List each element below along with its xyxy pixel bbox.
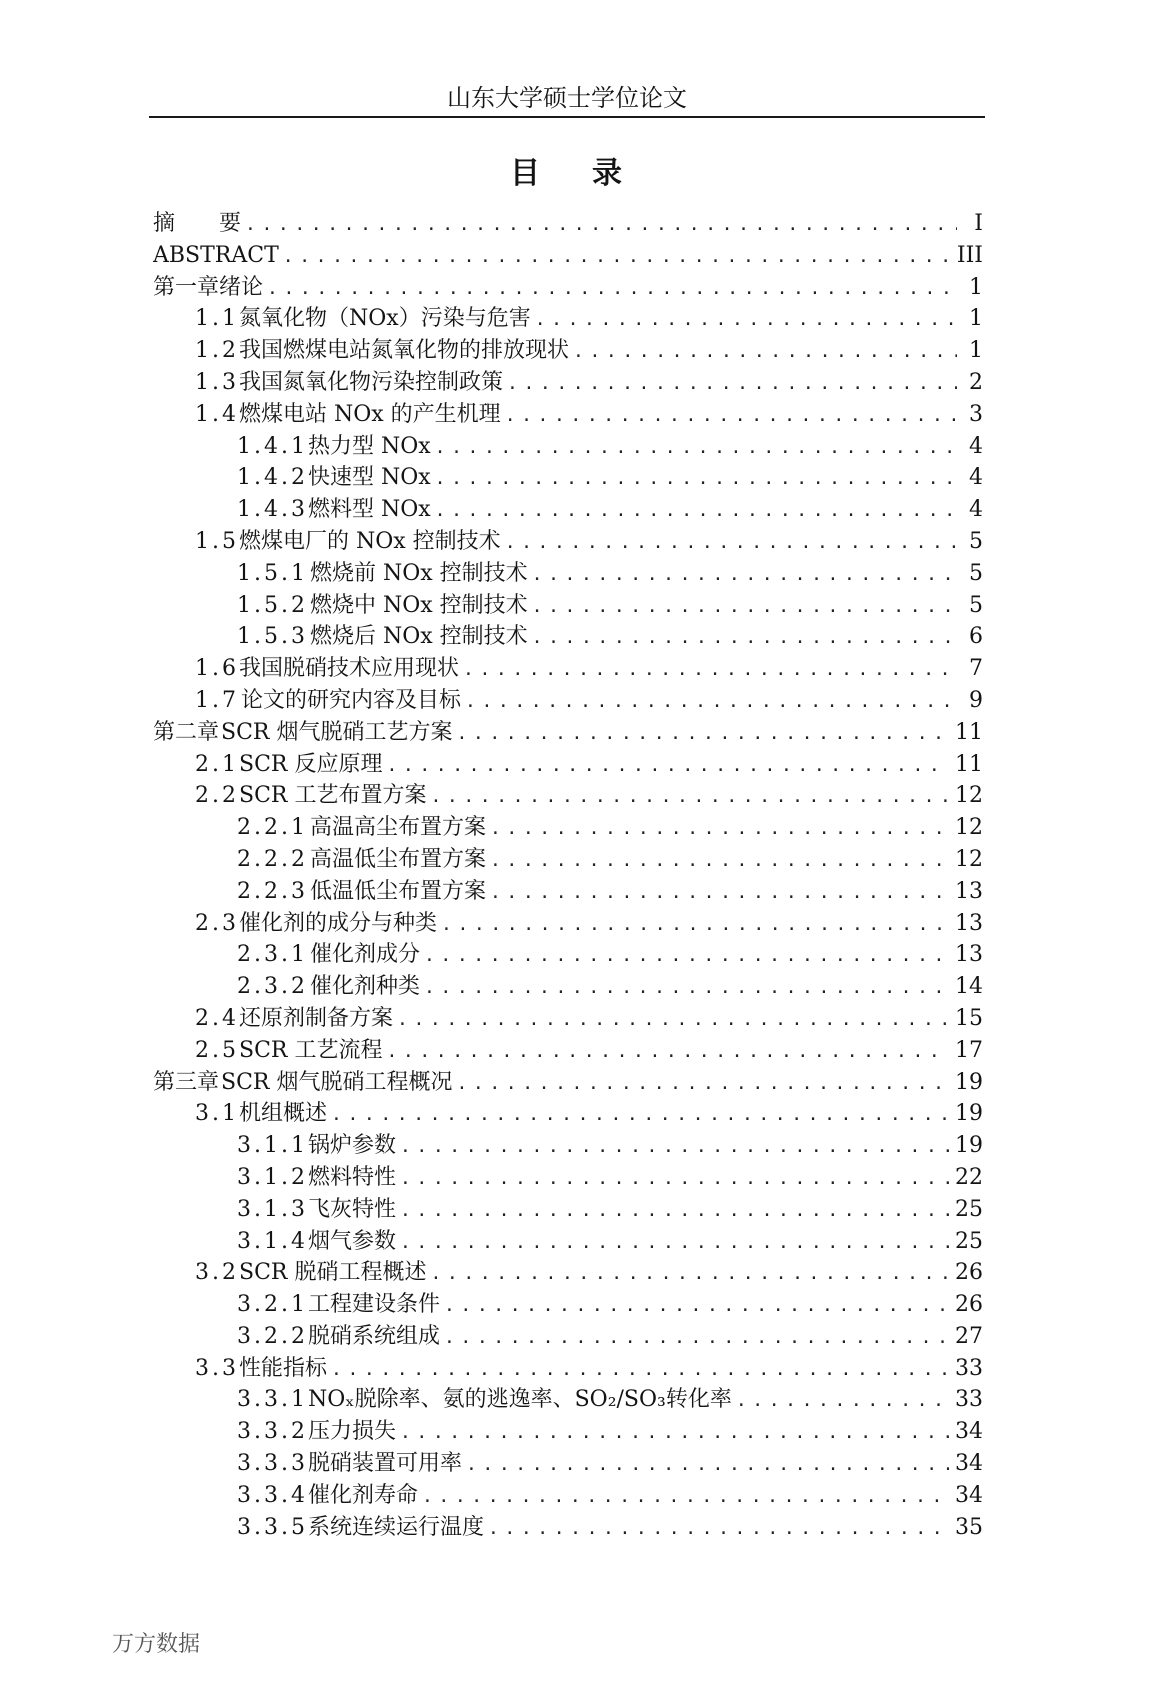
toc-entry-page: 5 [969, 528, 983, 554]
toc-entry-title: 高温高尘布置方案 [309, 815, 486, 841]
toc-entry-title: 性能指标 [239, 1355, 328, 1381]
toc-entry [153, 1257, 983, 1289]
toc-entry-title: ABSTRACT [153, 242, 279, 268]
toc-entry-page: I [974, 211, 983, 236]
toc-entry-page: 14 [955, 974, 983, 1000]
toc-entry-number: 2.3 [195, 910, 239, 936]
toc-entry [153, 558, 983, 590]
toc-entry-title: 燃煤电站 NOx 的产生机理 [239, 401, 501, 427]
toc-entry-number: 3.1.1 [237, 1133, 308, 1159]
dot-leader [444, 1290, 949, 1321]
toc-entry-number: 3.1 [195, 1101, 239, 1127]
toc-entry-title: 系统连续运行温度 [307, 1514, 484, 1540]
toc-entry-number: 3.3.1 [237, 1387, 308, 1413]
footer-watermark: 万方数据 [112, 1632, 201, 1657]
toc-entry-page: 25 [955, 1196, 983, 1222]
toc-entry [153, 876, 983, 908]
toc-entry-number: 2.1 [195, 751, 239, 777]
toc-heading [149, 154, 985, 194]
toc-entry-number: 2.5 [195, 1037, 239, 1063]
toc-entry-number: 第一章 [153, 274, 220, 300]
toc-entry-number: 3.2.2 [237, 1323, 308, 1349]
toc-entry [153, 208, 983, 240]
toc-entry-number: 3.3 [195, 1355, 239, 1381]
toc-entry-number: 1.6 [195, 656, 239, 682]
toc-entry-page: 34 [955, 1419, 983, 1445]
dot-leader [573, 336, 957, 367]
toc-entry [153, 621, 983, 653]
toc-entry-page: 26 [955, 1292, 983, 1318]
toc-entry [153, 240, 983, 272]
toc-entry-page: 13 [955, 942, 983, 968]
toc-entry [153, 1194, 983, 1226]
toc-entry-page: 35 [955, 1514, 983, 1540]
toc-entry-title: 催化剂种类 [309, 974, 420, 1000]
toc-entry-title: 热力型 NOx [307, 433, 431, 459]
toc-heading-left: 目 [510, 156, 542, 191]
toc-entry-page: III [956, 242, 983, 268]
dot-leader [507, 368, 957, 399]
toc-entry [153, 399, 983, 431]
toc-entry-page: 22 [955, 1164, 983, 1190]
toc-entry [153, 971, 983, 1003]
toc-entry [153, 303, 983, 335]
toc-entry-title: 燃料特性 [307, 1164, 396, 1190]
dot-leader [386, 750, 949, 781]
toc-entry-page: 19 [955, 1133, 983, 1159]
toc-entry-title: 论文的研究内容及目标 [241, 687, 462, 713]
toc-entry [153, 1480, 983, 1512]
toc-entry-number: 1.7 [195, 687, 239, 713]
toc-entry-page: 11 [955, 751, 983, 777]
toc-entry-number: 1.4.1 [237, 433, 308, 459]
toc-entry-page: 26 [955, 1260, 983, 1286]
toc-entry-number: 1.3 [195, 369, 239, 395]
toc-entry [153, 653, 983, 685]
toc-entry-number: 2.3.1 [237, 942, 308, 968]
dot-leader [435, 463, 957, 494]
toc-entry-number: 1.1 [195, 306, 239, 332]
toc-entry-title: 燃烧前 NOx 控制技术 [309, 560, 528, 586]
toc-list [153, 208, 983, 1543]
toc-entry-title: 高温低尘布置方案 [309, 846, 486, 872]
toc-entry-page: 27 [955, 1323, 983, 1349]
toc-entry-number: 1.5.2 [237, 592, 308, 618]
toc-entry-page: 5 [969, 592, 983, 618]
dot-leader [245, 209, 957, 240]
toc-entry-number: 1.4 [195, 401, 239, 427]
toc-entry-number: 3.1.2 [237, 1164, 308, 1190]
dot-leader [465, 686, 957, 717]
dot-leader [331, 1354, 949, 1385]
dot-leader [386, 1036, 949, 1067]
toc-entry-number: 3.3.2 [237, 1419, 308, 1445]
toc-entry [153, 749, 983, 781]
dot-leader [400, 1227, 949, 1258]
toc-entry-number: 3.2 [195, 1260, 239, 1286]
toc-entry [153, 1035, 983, 1067]
dot-leader [490, 813, 949, 844]
toc-entry [153, 1098, 983, 1130]
running-header-title: 山东大学硕士学位论文 [447, 84, 687, 112]
dot-leader [283, 241, 951, 272]
dot-leader [424, 940, 949, 971]
toc-entry-title: 脱硝系统组成 [307, 1323, 440, 1349]
toc-entry-number: 1.4.3 [237, 497, 308, 523]
dot-leader [400, 1131, 949, 1162]
toc-entry [153, 717, 983, 749]
toc-entry-title: 锅炉参数 [307, 1133, 396, 1159]
toc-entry-number: 3.3.4 [237, 1482, 308, 1508]
toc-entry [153, 335, 983, 367]
toc-entry-title: 我国氮氧化物污染控制政策 [239, 369, 504, 395]
toc-entry [153, 939, 983, 971]
dot-leader [505, 400, 957, 431]
dot-leader [463, 654, 957, 685]
toc-entry [153, 494, 983, 526]
toc-entry-title: 飞灰特性 [307, 1196, 396, 1222]
toc-entry-page: 13 [955, 910, 983, 936]
toc-entry [153, 844, 983, 876]
toc-entry [153, 272, 983, 304]
dot-leader [456, 1068, 949, 1099]
toc-entry [153, 685, 983, 717]
toc-entry-number: 3.3.3 [237, 1451, 308, 1477]
toc-entry-number: 第三章 [153, 1069, 220, 1095]
toc-entry-number: 2.4 [195, 1005, 239, 1031]
toc-entry-page: 3 [969, 401, 983, 427]
toc-entry-number: 3.1.3 [237, 1196, 308, 1222]
toc-entry-number: 2.2.3 [237, 878, 308, 904]
toc-entry-title: 工程建设条件 [307, 1292, 440, 1318]
dot-leader [331, 1099, 949, 1130]
toc-entry-number: 3.1.4 [237, 1228, 308, 1254]
toc-entry-number: 3.3.5 [237, 1514, 308, 1540]
toc-entry [153, 1512, 983, 1544]
dot-leader [424, 972, 949, 1003]
toc-entry [153, 1384, 983, 1416]
toc-entry-page: 34 [955, 1451, 983, 1477]
toc-entry [153, 590, 983, 622]
toc-entry-page: 12 [955, 815, 983, 841]
dot-leader [267, 273, 957, 304]
toc-entry [153, 812, 983, 844]
toc-entry-title: 机组概述 [239, 1101, 328, 1127]
toc-entry [153, 1067, 983, 1099]
toc-entry-number: 1.5 [195, 528, 239, 554]
toc-entry [153, 462, 983, 494]
toc-entry [153, 526, 983, 558]
toc-entry-number: 2.3.2 [237, 974, 308, 1000]
toc-entry-page: 1 [969, 274, 983, 300]
toc-entry-title: SCR 反应原理 [239, 751, 383, 777]
toc-entry [153, 1130, 983, 1162]
dot-leader [532, 559, 957, 590]
toc-entry-title: 压力损失 [307, 1419, 396, 1445]
toc-entry-page: 9 [969, 687, 983, 713]
dot-leader [430, 1258, 949, 1289]
dot-leader [736, 1385, 949, 1416]
toc-entry-title: 还原剂制备方案 [239, 1005, 394, 1031]
toc-entry-title: SCR 脱硝工程概述 [239, 1260, 427, 1286]
toc-heading-right: 录 [592, 156, 624, 191]
toc-entry-page: 19 [955, 1069, 983, 1095]
toc-entry-page: 12 [955, 846, 983, 872]
toc-entry-title: 绪论 [219, 274, 264, 300]
toc-entry [153, 1416, 983, 1448]
toc-entry-number: 1.4.2 [237, 465, 308, 491]
toc-entry-page: 11 [955, 719, 983, 745]
toc-entry [153, 1353, 983, 1385]
toc-entry-title: 燃烧中 NOx 控制技术 [309, 592, 528, 618]
toc-entry-title: 催化剂的成分与种类 [239, 910, 438, 936]
toc-entry-title: 低温低尘布置方案 [309, 878, 486, 904]
dot-leader [400, 1195, 949, 1226]
toc-entry [153, 1226, 983, 1258]
toc-entry-number: 3.2.1 [237, 1292, 308, 1318]
toc-entry-title: 我国燃煤电站氮氧化物的排放现状 [239, 338, 570, 364]
toc-entry-number: 2.2.2 [237, 846, 308, 872]
toc-entry-page: 17 [955, 1037, 983, 1063]
toc-entry-title: 燃烧后 NOx 控制技术 [309, 624, 528, 650]
toc-entry-title: 我国脱硝技术应用现状 [239, 656, 460, 682]
toc-entry-title: 燃料型 NOx [307, 497, 431, 523]
toc-entry-page: 4 [969, 465, 983, 491]
toc-entry-number: 第二章 [153, 719, 220, 745]
toc-entry-title: SCR 工艺流程 [239, 1037, 383, 1063]
toc-entry [153, 1448, 983, 1480]
toc-entry-page: 6 [969, 624, 983, 650]
toc-entry-number: 1.5.3 [237, 624, 308, 650]
toc-entry [153, 431, 983, 463]
dot-leader [532, 622, 957, 653]
dot-leader [435, 495, 957, 526]
toc-entry-page: 4 [969, 497, 983, 523]
dot-leader [400, 1163, 949, 1194]
toc-entry-page: 34 [955, 1482, 983, 1508]
toc-entry-title: 脱硝装置可用率 [307, 1451, 462, 1477]
toc-entry-page: 33 [955, 1387, 983, 1413]
toc-entry-title: 催化剂成分 [309, 942, 420, 968]
dot-leader [466, 1449, 949, 1480]
toc-entry-number: 2.2.1 [237, 815, 308, 841]
header-rule [149, 116, 985, 118]
toc-entry [153, 1289, 983, 1321]
toc-entry-title: 燃煤电厂的 NOx 控制技术 [239, 528, 501, 554]
toc-entry-page: 15 [955, 1005, 983, 1031]
dot-leader [505, 527, 957, 558]
toc-entry-page: 12 [955, 783, 983, 809]
toc-entry-title: 催化剂寿命 [307, 1482, 418, 1508]
toc-entry-title: 氮氧化物（NOx）污染与危害 [239, 306, 531, 332]
toc-entry-page: 2 [969, 369, 983, 395]
toc-entry-page: 4 [969, 433, 983, 459]
toc-entry-number: 摘 要 [153, 211, 242, 236]
toc-entry-page: 5 [969, 560, 983, 586]
dot-leader [441, 909, 949, 940]
toc-entry-title: 烟气参数 [307, 1228, 396, 1254]
dot-leader [400, 1417, 949, 1448]
dot-leader [490, 845, 949, 876]
toc-entry-number: 1.5.1 [237, 560, 308, 586]
toc-entry-page: 33 [955, 1355, 983, 1381]
toc-entry-page: 1 [969, 338, 983, 364]
dot-leader [532, 591, 957, 622]
dot-leader [430, 781, 949, 812]
dot-leader [444, 1322, 949, 1353]
toc-entry-title: 快速型 NOx [307, 465, 431, 491]
toc-entry-page: 13 [955, 878, 983, 904]
dot-leader [435, 432, 957, 463]
dot-leader [488, 1513, 949, 1544]
toc-entry [153, 367, 983, 399]
dot-leader [422, 1481, 949, 1512]
toc-entry [153, 908, 983, 940]
toc-entry-title: NOₓ脱除率、氨的逃逸率、SO₂/SO₃转化率 [307, 1387, 732, 1413]
toc-entry-number: 1.2 [195, 338, 239, 364]
dot-leader [397, 1004, 949, 1035]
toc-entry-title: SCR 工艺布置方案 [239, 783, 427, 809]
toc-entry-number: 2.2 [195, 783, 239, 809]
toc-entry [153, 1162, 983, 1194]
dot-leader [456, 718, 949, 749]
toc-entry-title: SCR 烟气脱硝工艺方案 [221, 719, 453, 745]
toc-entry-page: 1 [969, 306, 983, 332]
toc-entry-title: SCR 烟气脱硝工程概况 [221, 1069, 453, 1095]
toc-entry-page: 19 [955, 1101, 983, 1127]
toc-entry [153, 1321, 983, 1353]
toc-entry [153, 1003, 983, 1035]
dot-leader [490, 877, 949, 908]
toc-entry-page: 25 [955, 1228, 983, 1254]
dot-leader [535, 304, 957, 335]
toc-entry-page: 7 [969, 656, 983, 682]
toc-entry [153, 780, 983, 812]
